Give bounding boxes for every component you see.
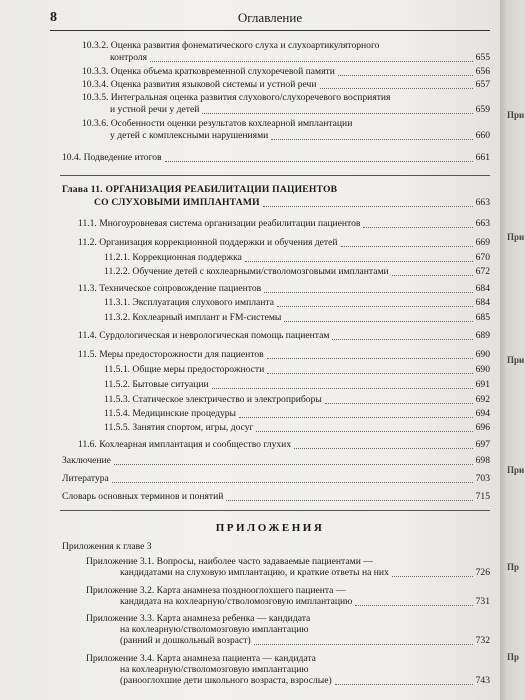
- toc-entry: [0, 422, 500, 434]
- toc-entry-title: 11.5.2. Бытовые ситуации: [104, 379, 209, 390]
- leader-dots: [202, 113, 473, 114]
- toc-entry-page: 669: [475, 237, 490, 248]
- toc-entry-title: Заключение: [62, 455, 111, 466]
- toc-entry-title: 11.3.1. Эксплуатация слухового импланта: [104, 297, 274, 308]
- toc-entry-page: 684: [475, 297, 490, 308]
- toc-entry-title: 10.3.5. Интегральная оценка развития слухового/слухоречевого восприятия: [82, 92, 391, 103]
- toc-entry-page: 715: [475, 491, 490, 502]
- leader-dots: [363, 227, 473, 228]
- leader-dots: [332, 339, 473, 340]
- toc-entry: [0, 312, 500, 324]
- toc-entry: [0, 408, 500, 420]
- toc-entry-title: Словарь основных терминов и понятий: [62, 491, 224, 502]
- toc-entry: [0, 455, 500, 467]
- toc-entry: [0, 330, 500, 342]
- leader-dots: [267, 358, 473, 359]
- toc-entry-page: 672: [475, 266, 490, 277]
- leader-dots: [284, 321, 473, 322]
- toc-entry-title: контроля: [110, 52, 148, 63]
- toc-entry-title: 11.2.1. Коррекционная поддержка: [104, 252, 242, 263]
- toc-entry: [0, 349, 500, 361]
- toc-entry-title: Приложение 3.3. Карта анамнеза ребенка — кандидата: [86, 613, 311, 624]
- leader-dots: [264, 292, 473, 293]
- toc-entry-title: и устной речи у детей: [110, 104, 200, 115]
- leader-dots: [271, 139, 473, 140]
- toc-entry-title: у детей с комплексными нарушениями: [110, 130, 269, 141]
- toc-entry-title: кандидата на кохлеарную/стволомозговую имплантацию: [120, 596, 353, 607]
- page-number: 8: [50, 10, 57, 25]
- leader-dots: [392, 275, 473, 276]
- toc-entry-title: 11.3. Техническое сопровождение пациентов: [78, 283, 262, 294]
- toc-entry-title: на кохлеарную/стволомозговую имплантацию: [120, 624, 309, 635]
- chapter-title: Глава 11. ОРГАНИЗАЦИЯ РЕАБИЛИТАЦИИ ПАЦИЕНТОВ: [62, 184, 338, 195]
- adjacent-page-text: При: [507, 355, 525, 365]
- toc-entry-page: 655: [475, 52, 490, 63]
- toc-entry: [0, 596, 500, 608]
- toc-entry: [0, 379, 500, 391]
- leader-dots: [341, 246, 473, 247]
- toc-entry-page: 732: [475, 635, 490, 646]
- toc-entry: [0, 218, 500, 230]
- toc-entry-page: 697: [475, 439, 490, 450]
- toc-entry: [0, 364, 500, 376]
- toc-entry-page: 703: [475, 473, 490, 484]
- appendix-group-label: Приложения к главе 3: [62, 541, 152, 552]
- toc-entry: [0, 491, 500, 503]
- leader-dots: [254, 644, 473, 645]
- adjacent-page-text: При: [507, 232, 525, 242]
- toc-entry: [0, 130, 500, 142]
- toc-entry-title: 10.3.3. Оценка объема кратковременной слухоречевой памяти: [82, 66, 335, 77]
- toc-entry-title: 11.4. Сурдологическая и неврологическая помощь пациентам: [78, 330, 330, 341]
- toc-entry-page: 694: [475, 408, 490, 419]
- toc-entry-page: 663: [475, 218, 490, 229]
- leader-dots: [245, 261, 473, 262]
- toc-entry: [0, 66, 500, 78]
- adjacent-page-text: Пр: [507, 652, 520, 662]
- toc-entry-page: 689: [475, 330, 490, 341]
- toc-entry-page: 656: [475, 66, 490, 77]
- toc-entry-page: 690: [475, 349, 490, 360]
- toc-entry-page: 698: [475, 455, 490, 466]
- toc-entry-title: 11.2.2. Обучение детей с кохлеарными/стволомозговыми имплантами: [104, 266, 389, 277]
- leader-dots: [325, 403, 473, 404]
- toc-entry: [0, 635, 500, 647]
- toc-entry: [0, 439, 500, 451]
- toc-entry-page: 690: [475, 364, 490, 375]
- toc-entry-page: 696: [475, 422, 490, 433]
- toc-entry: [0, 79, 500, 91]
- toc-entry-page: 684: [475, 283, 490, 294]
- leader-dots: [226, 500, 473, 501]
- adjacent-page-text: При: [507, 110, 525, 120]
- toc-entry-title: (ранооглохшие дети школьного возраста, взрослые): [120, 675, 332, 686]
- toc-entry: [0, 266, 500, 278]
- toc-entry: [0, 675, 500, 687]
- toc-entry-page: 663: [475, 197, 490, 208]
- leader-dots: [256, 431, 473, 432]
- leader-dots: [320, 88, 473, 89]
- toc-entry-title: 11.5. Меры предосторожности для пациентов: [78, 349, 264, 360]
- toc-entry-title: (ранний и дошкольный возраст): [120, 635, 251, 646]
- toc-entry-page: 731: [475, 596, 490, 607]
- toc-entry-page: 726: [475, 567, 490, 578]
- toc-entry-page: 743: [475, 675, 490, 686]
- toc-entry: [0, 152, 500, 164]
- toc-entry-title: Приложение 3.4. Карта анамнеза пациента — кандидата: [86, 653, 316, 664]
- toc-entry: [0, 283, 500, 295]
- leader-dots: [392, 576, 473, 577]
- toc-entry-title: 10.4. Подведение итогов: [62, 152, 162, 163]
- adjacent-page-edge: [500, 0, 525, 700]
- leader-dots: [338, 75, 473, 76]
- leader-dots: [112, 482, 473, 483]
- toc-entry-title: Литература: [62, 473, 109, 484]
- toc-entry: [0, 297, 500, 309]
- section-divider: [60, 510, 490, 511]
- leader-dots: [114, 464, 473, 465]
- toc-entry-title: 10.3.4. Оценка развития языковой системы и устной речи: [82, 79, 317, 90]
- leader-dots: [239, 417, 473, 418]
- toc-entry-page: 661: [475, 152, 490, 163]
- toc-entry-title: 10.3.6. Особенности оценки результатов кохлеарной имплантации: [82, 118, 353, 129]
- toc-entry-title: 11.3.2. Кохлеарный имплант и FM-системы: [104, 312, 282, 323]
- toc-entry-page: 670: [475, 252, 490, 263]
- toc-entry-page: 657: [475, 79, 490, 90]
- leader-dots: [267, 373, 473, 374]
- toc-entry-title: Приложение 3.1. Вопросы, наиболее часто задаваемые пациентами —: [86, 556, 373, 567]
- toc-entry-page: 691: [475, 379, 490, 390]
- appendices-title: ПРИЛОЖЕНИЯ: [215, 522, 325, 534]
- toc-entry-title: 11.5.4. Медицинские процедуры: [104, 408, 237, 419]
- toc-entry: [0, 567, 500, 579]
- toc-entry-page: 660: [475, 130, 490, 141]
- toc-entry-title: СО СЛУХОВЫМИ ИМПЛАНТАМИ: [94, 197, 260, 208]
- toc-entry-title: 11.1. Многоуровневая система организации реабилитации пациентов: [78, 218, 361, 229]
- toc-entry: [0, 237, 500, 249]
- toc-entry-title: Приложение 3.2. Карта анамнеза позднооглохшего пациента —: [86, 585, 346, 596]
- toc-entry: [0, 104, 500, 116]
- leader-dots: [150, 61, 473, 62]
- toc-entry-title: 11.5.3. Статическое электричество и электроприборы: [104, 394, 322, 405]
- adjacent-page-text: При: [507, 465, 525, 475]
- toc-entry-title: на кохлеарную/стволомозговую имплантацию: [120, 664, 309, 675]
- leader-dots: [335, 684, 473, 685]
- toc-entry: [0, 252, 500, 264]
- leader-dots: [263, 206, 473, 207]
- toc-entry: [0, 197, 500, 209]
- adjacent-page-text: Пр: [507, 562, 520, 572]
- leader-dots: [294, 448, 473, 449]
- leader-dots: [165, 161, 473, 162]
- leader-dots: [355, 605, 473, 606]
- toc-entry-page: 659: [475, 104, 490, 115]
- leader-dots: [277, 306, 473, 307]
- leader-dots: [212, 388, 473, 389]
- toc-entry: [0, 394, 500, 406]
- toc-entry-title: 11.5.1. Общие меры предосторожности: [104, 364, 265, 375]
- toc-entry: [0, 52, 500, 64]
- section-divider: [60, 175, 490, 176]
- toc-entry-title: 11.5.5. Занятия спортом, игры, досуг: [104, 422, 254, 433]
- toc-entry-title: 11.2. Организация коррекционной поддержки и обучения детей: [78, 237, 338, 248]
- toc-entry-title: 11.6. Кохлеарная имплантация и сообщество глухих: [78, 439, 292, 450]
- toc-entry: [0, 473, 500, 485]
- toc-entry-title: кандидатами на слуховую имплантацию, и краткие ответы на них: [120, 567, 389, 578]
- toc-entry-page: 692: [475, 394, 490, 405]
- toc-entry-page: 685: [475, 312, 490, 323]
- toc-entry-title: 10.3.2. Оценка развития фонематического слуха и слухоартикуляторного: [82, 40, 380, 51]
- running-title: Оглавление: [237, 10, 303, 25]
